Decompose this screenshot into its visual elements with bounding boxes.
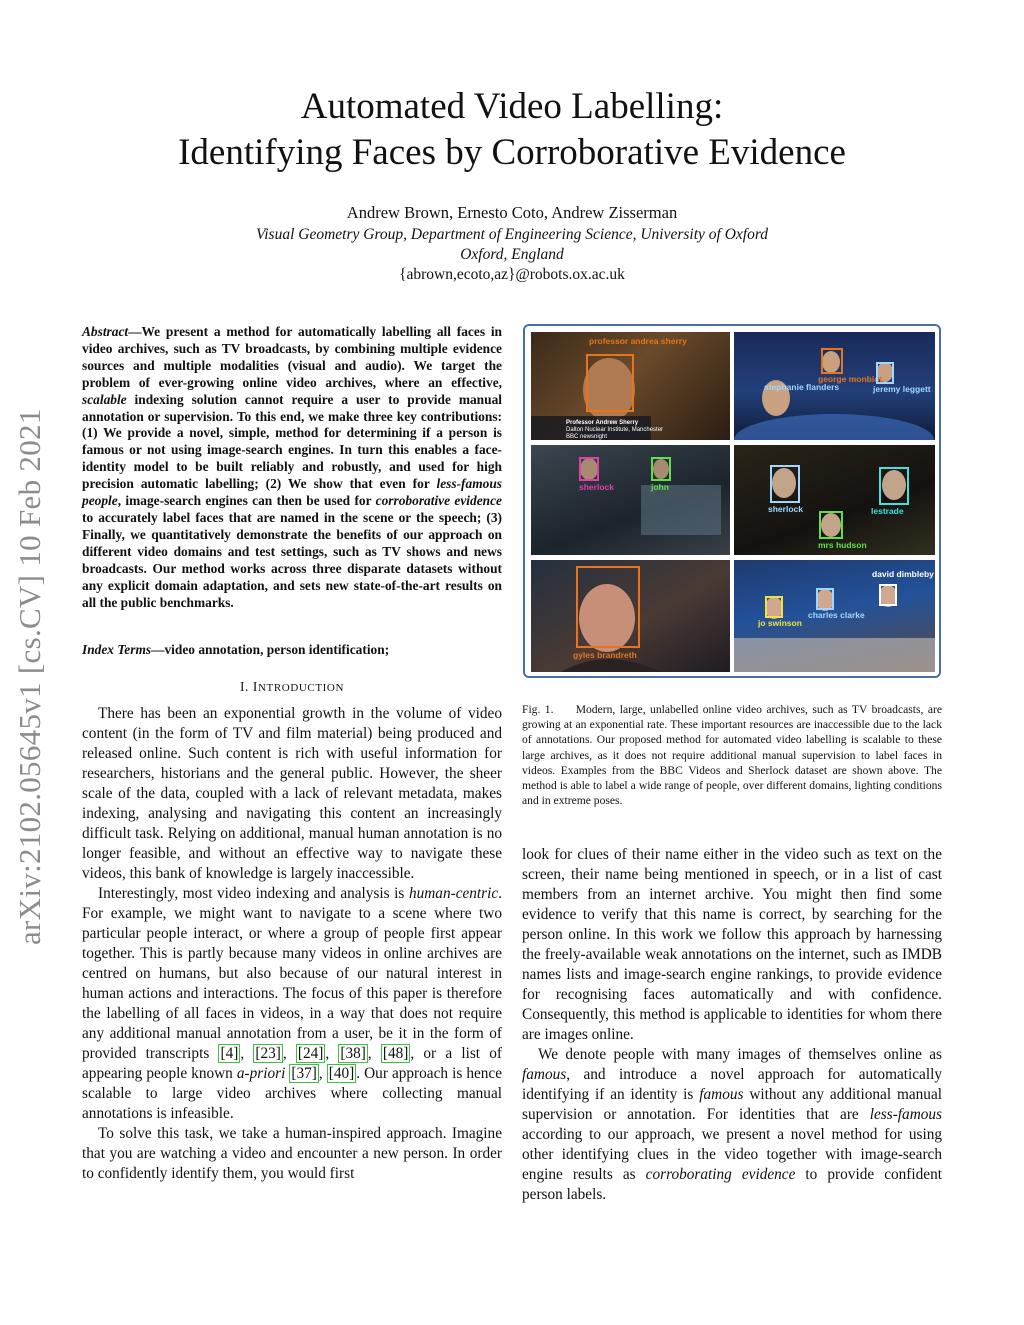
face-label: lestrade — [871, 506, 904, 516]
citation-link[interactable]: [4] — [220, 1045, 239, 1062]
face-box — [879, 584, 897, 606]
ticker-affiliation: Dalton Nuclear Institute, Manchester — [566, 427, 664, 433]
figure-panel-3 — [531, 445, 730, 555]
abstract — [82, 324, 502, 611]
section-numeral: I. — [239, 679, 253, 694]
paper-title — [0, 84, 1024, 176]
abstract-text-d: to accurately label faces that are named in the scene or the speech; (3) Finally, we quantitatively demonstrate the benefits of our approach on different video domains and test settings, such as TV shows and news broadcasts. Our method works across three disparate datasets without any explicit domain adaptation, and sets new state-of-the-art results on all the public benchmarks. — [82, 509, 502, 610]
right-p2-text-d: according to our approach, we present a novel method for using other identifying clues in the video together with image-search engine results as — [522, 1126, 942, 1183]
abstract-dash: — — [128, 324, 142, 339]
index-terms-dash: — — [151, 642, 165, 657]
abstract-lead: Abstract — [82, 324, 129, 339]
abstract-text-a: We present a method for automatically labelling all faces in video archives, such as TV broadcasts, by combining multiple evidence sources and multiple modalities (visual and audio). We target the problem of ever-growing online video archives, where an effective, — [82, 324, 502, 390]
face-label: professor andrea sherry — [589, 336, 687, 346]
figure-1-image — [523, 324, 941, 678]
face-box — [876, 362, 894, 384]
abstract-em-less-famous: less-famous people — [82, 476, 502, 509]
index-terms — [82, 642, 502, 658]
intro-paragraph-1: There has been an exponential growth in the volume of video content (in the form of TV and film material) being produced and released online. Such content is rich with useful information for researchers, historians and the general public. However, the sheer scale of the data, coupled with a lack of relevant metadata, makes indexing, analysing and navigating this content an increasingly difficult task. Relying on additional, manual human annotation is no longer feasible, and without an effective way to navigate these videos, this bank of knowledge is largely inaccessible. — [82, 705, 502, 882]
face-label: gyles brandreth — [573, 650, 637, 660]
section-heading-introduction — [82, 679, 502, 695]
face-box — [879, 467, 909, 505]
intro-paragraph-2 — [82, 884, 502, 1124]
caption-label: Fig. 1. — [522, 703, 554, 716]
intro-p2-text-c: , or a list of appearing people known — [82, 1045, 502, 1082]
index-terms-text: video annotation, person identification; — [164, 642, 390, 657]
face-label: david dimbleby — [872, 569, 934, 579]
affiliation — [0, 225, 1024, 265]
abstract-text-c: , image-search engines can then be used for — [117, 493, 376, 509]
intro-p2-text-b: . For example, we might want to navigate to a scene where two particular people interact, or where a group of people first appear together. This is partly because many videos in online archives are centred on humans, but also because of our natural interest in human actions and interactions. The focus of this paper is therefore the labelling of all faces in videos, in a way that does not require any additional manual annotation from a user, be it in the form of provided transcripts — [82, 885, 502, 1062]
abstract-em-corroborative: corroborative evidence — [375, 493, 502, 509]
citation-link[interactable]: [23] — [255, 1045, 281, 1062]
right-paragraph-1: look for clues of their name either in the video such as text on the screen, their name being mentioned in speech, or in a list of cast members from an internet archive. You might then find some evidence to verify that this name is correct, by searching for the person online. In this work we follow this approach by harnessing the freely-available weak annotations on the internet, such as IMDB names lists and image-search engine rankings, to provide evidence for recognising faces automatically and with confidence. Consequently, this method is applicable to identities for whom there are images online. — [522, 846, 942, 1043]
section-rest: NTRODUCTION — [257, 682, 345, 694]
citation-separator: , — [282, 1045, 296, 1062]
panel-3-scene — [531, 445, 730, 555]
arxiv-stamp: arXiv:2102.05645v1 [cs.CV] 10 Feb 2021 — [12, 408, 47, 945]
right-paragraph-2 — [522, 1045, 942, 1205]
figure-1-caption — [522, 702, 942, 808]
title-line-2: Identifying Faces by Corroborative Evidence — [178, 132, 846, 173]
face-box — [765, 596, 783, 618]
face-box — [770, 465, 800, 503]
face-label: mrs hudson — [818, 540, 867, 550]
section-first-letter: I — [252, 679, 258, 694]
abstract-em-scalable: scalable — [82, 391, 127, 407]
citation-separator: , — [367, 1045, 381, 1062]
face-label: stephanie flanders — [764, 382, 840, 392]
face-box — [821, 348, 843, 374]
intro-p2-text-d: . Our approach is hence scalable to large video archives where collecting manual annotations is infeasible. — [82, 1065, 502, 1122]
face-label: sherlock — [768, 504, 803, 514]
caption-text: Modern, large, unlabelled online video archives, such as TV broadcasts, are growing at an exponential rate. These important resources are inaccessible due to the lack of annotations. Our proposed method for automated video labelling is scalable to these large archives, as it does not require additional manual supervision to label faces in videos. Examples from the BBC Videos and Sherlock dataset are shown above. The method is able to label a wide range of people, over different domains, lighting conditions and in extreme poses. — [522, 703, 942, 808]
right-p2-em-corroborating: corroborating evidence — [645, 1166, 796, 1183]
intro-p2-em: human-centric — [408, 885, 499, 902]
ticker-channel: BBC newsnight — [566, 434, 608, 440]
face-label: jeremy leggett — [873, 384, 931, 394]
face-box — [816, 588, 834, 610]
citation-link[interactable]: [37] — [291, 1065, 317, 1082]
figure-panel-6 — [734, 560, 935, 672]
right-p2-text-b: , and introduce a novel approach for automatically identifying if an identity is — [522, 1066, 942, 1103]
face-label: george monbiot — [818, 374, 883, 384]
affiliation-line-1: Visual Geometry Group, Department of Engineering Science, University of Oxford — [255, 226, 769, 243]
citation-link[interactable]: [24] — [297, 1045, 324, 1062]
citation-link[interactable]: [48] — [382, 1045, 409, 1062]
abstract-text-b: indexing solution cannot require a user to provide manual annotation or supervision. To this end, we make three key contributions: (1) We provide a novel, simple, method for determining if a person is famous or not using image-search engines. In turn this enables a face-identity model to be built reliably and robustly, and used for high precision automatic labelling; (2) We show that even for — [82, 391, 502, 492]
right-p2-em-less-famous: less-famous — [869, 1106, 942, 1123]
index-terms-lead: Index Terms — [82, 642, 152, 657]
intro-paragraph-3: To solve this task, we take a human-inspired approach. Imagine that you are watching a video and encounter a new person. In order to confidently identify them, you would first — [82, 1125, 502, 1182]
face-label: sherlock — [579, 482, 614, 492]
figure-panel-2 — [734, 332, 935, 440]
face-box — [576, 566, 640, 648]
right-p2-text-a: We denote people with many images of themselves online as — [538, 1046, 942, 1063]
author-list: Andrew Brown, Ernesto Coto, Andrew Zisserman — [346, 203, 678, 222]
introduction-body — [82, 704, 502, 1184]
face-box — [579, 457, 599, 481]
citation-separator: , — [325, 1045, 339, 1062]
right-p2-text-c: without any additional manual supervision or annotation. For identities that are — [522, 1086, 942, 1123]
ticker-name: Professor Andrew Sherry — [566, 420, 639, 426]
face-box — [586, 354, 634, 412]
citation-link[interactable]: [40] — [328, 1065, 355, 1082]
intro-p2-text-a: Interestingly, most video indexing and analysis is — [98, 885, 409, 902]
intro-p2-em-apriori: a-priori — [236, 1065, 286, 1082]
citation-separator: , — [318, 1065, 327, 1082]
face-box — [651, 457, 671, 481]
right-p2-em-famous-2: famous — [699, 1086, 744, 1103]
right-column-body — [522, 845, 942, 1205]
title-line-1: Automated Video Labelling: — [300, 86, 724, 127]
figure-panel-4 — [734, 445, 935, 555]
figure-panel-5 — [531, 560, 730, 672]
citation-separator: , — [240, 1045, 254, 1062]
citation-link[interactable]: [38] — [340, 1045, 366, 1062]
face-label: jo swinson — [758, 618, 802, 628]
author-email: {abrown,ecoto,az}@robots.ox.ac.uk — [399, 266, 625, 283]
face-label: charles clarke — [808, 610, 865, 620]
right-p2-text-e: to provide confident person labels. — [522, 1166, 942, 1203]
face-label: john — [651, 482, 669, 492]
affiliation-line-2: Oxford, England — [460, 246, 564, 263]
face-box — [819, 511, 843, 539]
figure-panel-1 — [531, 332, 730, 440]
right-p2-em-famous: famous — [522, 1066, 567, 1083]
